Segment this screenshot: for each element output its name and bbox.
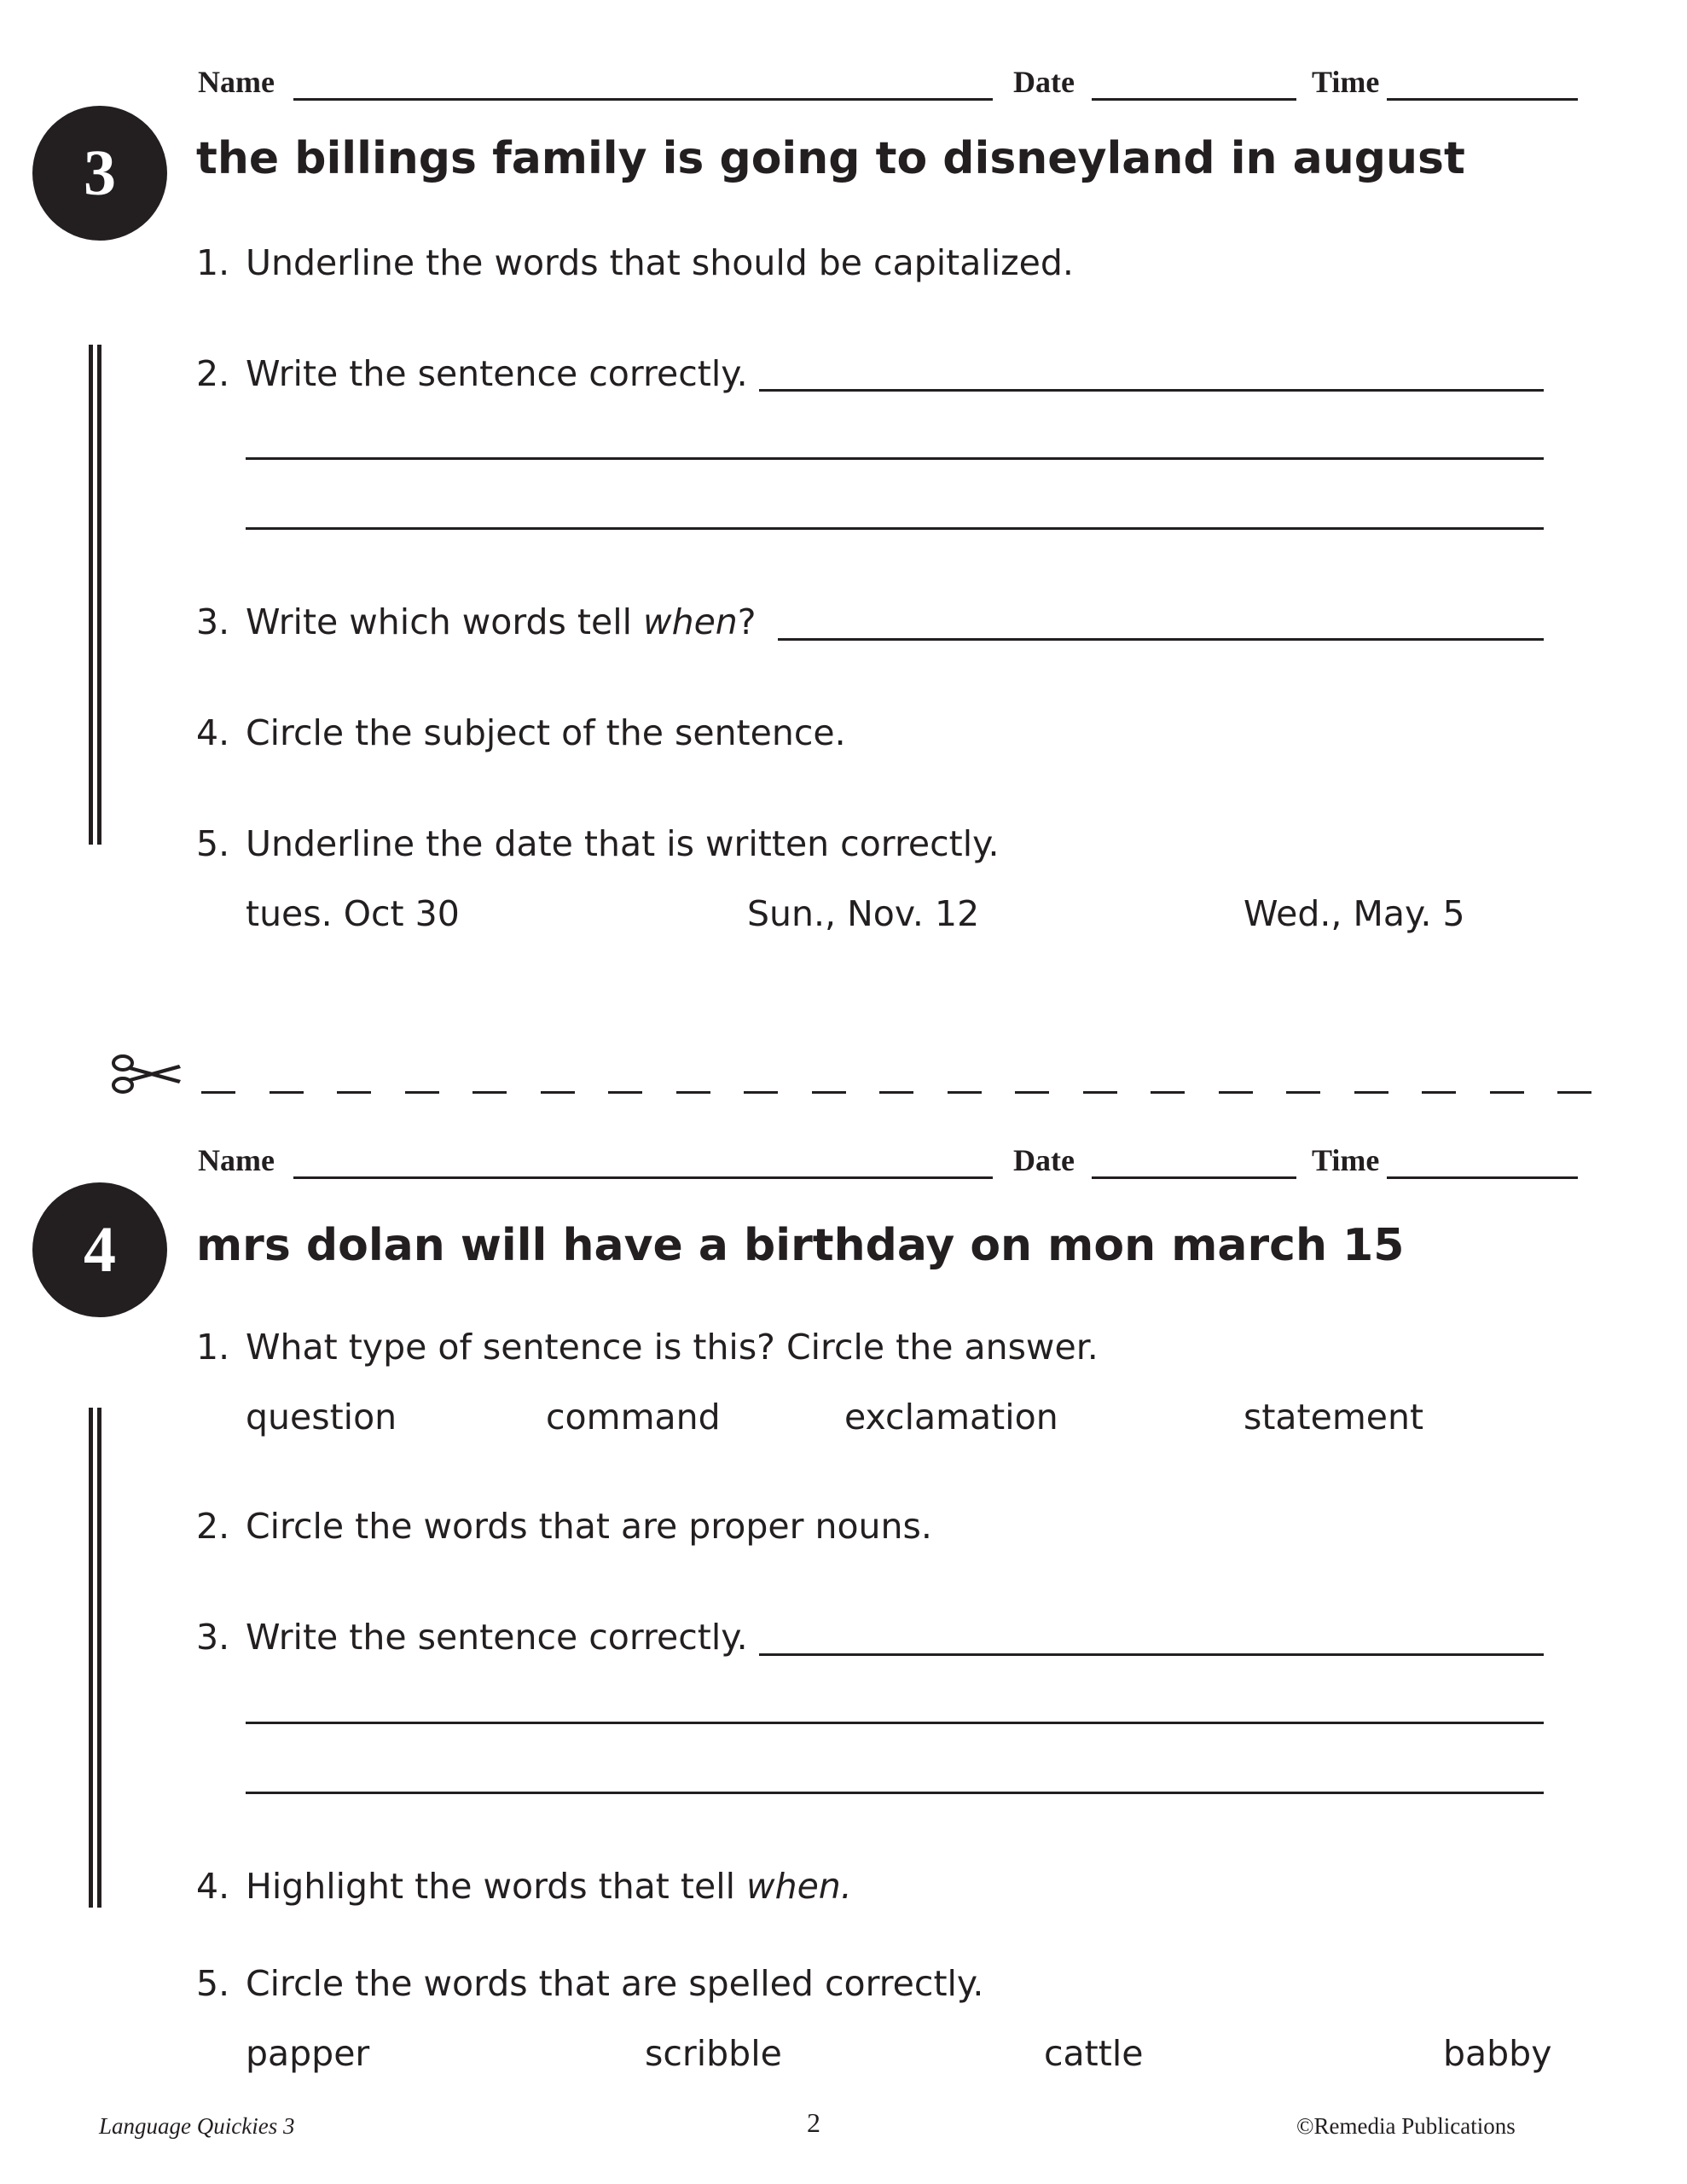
date-field[interactable] xyxy=(1092,98,1296,101)
cut-line-dash xyxy=(337,1091,371,1094)
cut-line-dash xyxy=(879,1091,913,1094)
answer-line[interactable] xyxy=(246,1722,1544,1724)
cut-line-dash xyxy=(541,1091,575,1094)
question-1: 1. Underline the words that should be capitalized. xyxy=(196,242,1074,283)
cut-line-dash xyxy=(1015,1091,1049,1094)
date-option[interactable]: Wed., May. 5 xyxy=(1244,893,1465,934)
date-label: Date xyxy=(1013,65,1075,99)
sentence-type-option[interactable]: question xyxy=(246,1397,397,1438)
section-number-badge: 3 xyxy=(32,106,167,241)
question-4: 4. Highlight the words that tell when. xyxy=(196,1866,852,1907)
footer-copyright: ©Remedia Publications xyxy=(1296,2113,1516,2139)
cut-line-dash xyxy=(1151,1091,1185,1094)
spelling-option[interactable]: cattle xyxy=(1044,2033,1144,2074)
cut-line-dash xyxy=(812,1091,846,1094)
question-4: 4. Circle the subject of the sentence. xyxy=(196,712,846,753)
cut-line-dash xyxy=(472,1091,507,1094)
question-2: 2. Write the sentence correctly. xyxy=(196,353,748,394)
cut-line-dash xyxy=(1557,1091,1591,1094)
answer-line[interactable] xyxy=(246,457,1544,460)
sentence-type-option[interactable]: statement xyxy=(1244,1397,1424,1438)
margin-bar xyxy=(97,1408,101,1908)
question-5: 5. Circle the words that are spelled correctly. xyxy=(196,1963,984,2004)
spelling-option[interactable]: babby xyxy=(1443,2033,1552,2074)
name-label: Name xyxy=(198,65,275,99)
margin-bar xyxy=(89,345,93,845)
date-field[interactable] xyxy=(1092,1176,1296,1179)
spelling-option[interactable]: scribble xyxy=(645,2033,782,2074)
scissors-icon xyxy=(107,1048,186,1099)
cut-line-dash xyxy=(1422,1091,1456,1094)
margin-bar xyxy=(89,1408,93,1908)
time-label: Time xyxy=(1312,1143,1380,1177)
header-line-section3 xyxy=(198,61,1578,104)
time-label: Time xyxy=(1312,65,1380,99)
cut-line-dash xyxy=(201,1091,235,1094)
question-1: 1. What type of sentence is this? Circle the answer. xyxy=(196,1327,1099,1368)
section-title: the billings family is going to disneyland in august xyxy=(196,133,1465,184)
date-label: Date xyxy=(1013,1143,1075,1177)
date-option[interactable]: Sun., Nov. 12 xyxy=(747,893,980,934)
page-number: 2 xyxy=(807,2107,820,2138)
cut-line-dash xyxy=(608,1091,642,1094)
answer-line[interactable] xyxy=(759,1653,1544,1656)
section-title: mrs dolan will have a birthday on mon march 15 xyxy=(196,1220,1405,1271)
time-field[interactable] xyxy=(1387,1176,1578,1179)
cut-line-dash xyxy=(1354,1091,1388,1094)
answer-line[interactable] xyxy=(759,389,1544,392)
cut-line-dash xyxy=(1490,1091,1524,1094)
name-field[interactable] xyxy=(293,98,993,101)
answer-line[interactable] xyxy=(246,527,1544,530)
cut-line-dash xyxy=(1286,1091,1320,1094)
answer-line[interactable] xyxy=(246,1792,1544,1794)
spelling-option[interactable]: papper xyxy=(246,2033,370,2074)
header-line-section4 xyxy=(198,1140,1578,1182)
sentence-type-option[interactable]: exclamation xyxy=(844,1397,1058,1438)
answer-line[interactable] xyxy=(778,638,1544,641)
cut-line-dash xyxy=(1219,1091,1253,1094)
margin-bar xyxy=(97,345,101,845)
name-field[interactable] xyxy=(293,1176,993,1179)
cut-line-dash xyxy=(948,1091,982,1094)
date-option[interactable]: tues. Oct 30 xyxy=(246,893,460,934)
footer-book-title: Language Quickies 3 xyxy=(99,2113,295,2139)
cut-line-dash xyxy=(405,1091,439,1094)
cut-line-dash xyxy=(1083,1091,1117,1094)
question-3: 3. Write the sentence correctly. xyxy=(196,1617,748,1658)
time-field[interactable] xyxy=(1387,98,1578,101)
cut-line-dash xyxy=(676,1091,710,1094)
question-3: 3. Write which words tell when? xyxy=(196,601,757,642)
sentence-type-option[interactable]: command xyxy=(546,1397,721,1438)
section-number-badge: 4 xyxy=(32,1182,167,1317)
question-5: 5. Underline the date that is written correctly. xyxy=(196,823,1000,864)
question-2: 2. Circle the words that are proper nouns. xyxy=(196,1506,932,1547)
name-label: Name xyxy=(198,1143,275,1177)
cut-line-dash xyxy=(744,1091,778,1094)
cut-line-dash xyxy=(270,1091,304,1094)
